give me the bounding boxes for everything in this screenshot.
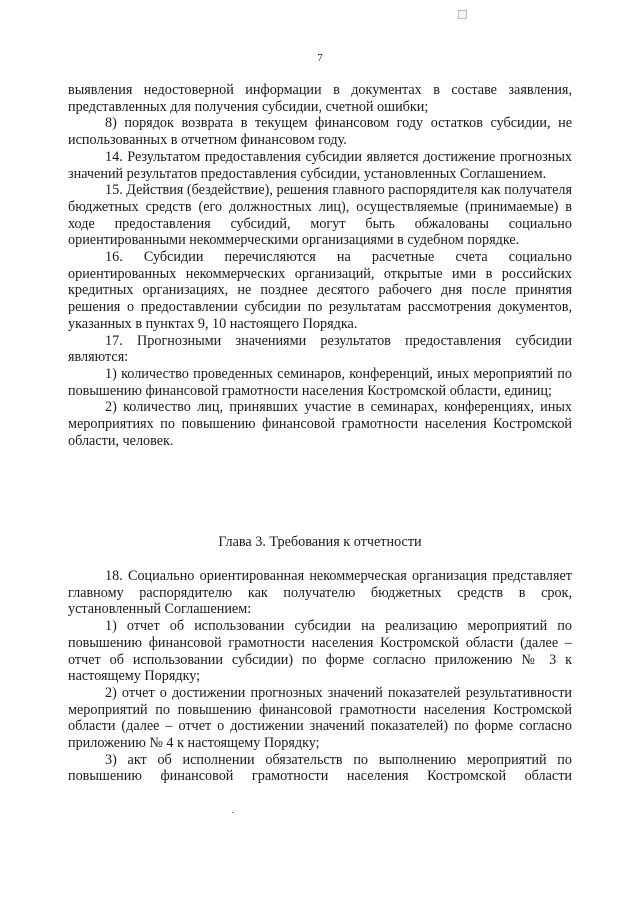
paragraph-18-item-3: 3) акт об исполнении обязательств по выполнению мероприятий по повышению финансовой грамотности населения Костромской области — [68, 751, 572, 785]
paragraph-item-8: 8) порядок возврата в текущем финансовом году остатков субсидии, не использованных в отчетном финансовом году. — [68, 115, 572, 149]
paragraph-14: 14. Результатом предоставления субсидии является достижение прогнозных значений результатов предоставления субсидии, установленных Соглашением. — [68, 148, 572, 182]
paragraph-16: 16. Субсидии перечисляются на расчетные счета социально ориентированных некоммерческих организаций, открытые ими в российских кредитных организациях, не позднее десятого рабочего дня после принятия решения о предоставлении субсидии по результатам рассмотрения документов, указанных в пунктах 9, 10 настоящего Порядка. — [68, 249, 572, 332]
chapter-heading: Глава 3. Требования к отчетности — [218, 534, 422, 550]
paragraph-17-item-2: 2) количество лиц, принявших участие в семинарах, конференциях, иных мероприятиях по повышению финансовой грамотности населения Костромской области, человек. — [68, 399, 572, 449]
scan-mark — [458, 10, 467, 19]
paragraph-17-item-1: 1) количество проведенных семинаров, конференций, иных мероприятий по повышению финансовой грамотности населения Костромской области, единиц; — [68, 365, 572, 399]
paragraph-18: 18. Социально ориентированная некоммерческая организация представляет главному распорядителю как получателю бюджетных средств в срок, установленный Соглашением: — [68, 568, 572, 618]
paragraph-18-item-2: 2) отчет о достижении прогнозных значений показателей результативности мероприятий по повышению финансовой грамотности населения Костромской области (далее – отчет о достижении значений показателей) по форме согласно приложению № 4 к настоящему Порядку; — [68, 684, 572, 752]
page-number: 7 — [317, 52, 323, 64]
document-body — [68, 82, 572, 449]
paragraph-17: 17. Прогнозными значениями результатов предоставления субсидии являются: — [68, 332, 572, 366]
scan-dot — [232, 812, 234, 813]
chapter-body — [68, 568, 572, 785]
paragraph-continuation: выявления недостоверной информации в документах в составе заявления, представленных для получения субсидии, счетной ошибки; — [68, 82, 572, 115]
paragraph-18-item-1: 1) отчет об использовании субсидии на реализацию мероприятий по повышению финансовой грамотности населения Костромской области (далее – отчет об использовании субсидии) по форме согласно приложению № 3 к настоящему Порядку; — [68, 618, 572, 685]
paragraph-15: 15. Действия (бездействие), решения главного распорядителя как получателя бюджетных средств (его должностных лиц), осуществляемые (принимаемые) в ходе предоставления субсидий, могут быть обжалованы социально ориентированными некоммерческими организациями в судебном порядке. — [68, 182, 573, 249]
